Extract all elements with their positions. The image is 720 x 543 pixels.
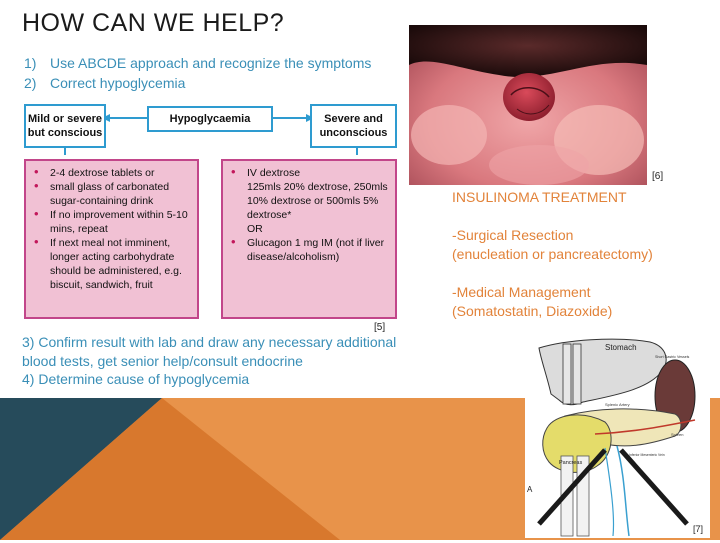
- step-text: Use ABCDE approach and recognize the symptoms: [50, 55, 372, 71]
- citation-5: [5]: [374, 322, 386, 333]
- step-item: 4) Determine cause of hypoglycemia: [22, 371, 250, 387]
- list-item: • IV dextrose: [231, 164, 301, 179]
- item-text: Glucagon 1 mg IM (not if liver disease/alcoholism): [247, 237, 385, 263]
- item-text: small glass of carbonated sugar-containing drink: [50, 181, 170, 207]
- splenic-artery-label: Splenic Artery: [605, 402, 630, 407]
- citation-6: [6]: [652, 171, 664, 182]
- list-item: • If next meal not imminent, longer acting carbohydrate should be administered, e.g. biscuit, sandwich, fruit: [34, 234, 182, 291]
- item-text: 2-4 dextrose tablets or: [50, 167, 155, 179]
- treatment-heading: INSULINOMA TREATMENT: [452, 189, 627, 205]
- step-item: [24, 53, 371, 73]
- pink-box-unconscious-treatment: [221, 159, 397, 319]
- item-text: IV dextrose: [247, 167, 301, 179]
- flow-box-severe: Severe and unconscious: [310, 104, 397, 148]
- list-item: • Glucagon 1 mg IM (not if liver disease/alcoholism): [231, 234, 385, 263]
- spleen-label: Spleen: [671, 432, 684, 437]
- anatomy-illustration: [525, 336, 710, 538]
- insulinoma-treatment: [452, 188, 653, 321]
- flow-box-hypoglycaemia: Hypoglycaemia: [147, 106, 273, 132]
- step-item: [24, 73, 371, 93]
- list-item: • If no improvement within 5-10 mins, repeat: [34, 206, 188, 235]
- page-title: HOW CAN WE HELP?: [22, 9, 285, 37]
- surgical-instrument-right: [621, 450, 687, 524]
- flow-box-mild: Mild or severe but conscious: [24, 104, 106, 148]
- or-label: OR: [247, 223, 263, 235]
- treatment-surgical-detail: (enucleation or pancreatectomy): [452, 246, 653, 262]
- item-text: If no improvement within 5-10 mins, repeat: [50, 209, 188, 235]
- stomach-label: Stomach: [605, 343, 637, 352]
- label-a: A: [527, 485, 533, 494]
- steps-list-bottom: [22, 333, 412, 389]
- treatment-medical: -Medical Management: [452, 284, 591, 300]
- dextrose-options: 125mls 20% dextrose, 250mls 10% dextrose or 500mls 5% dextrose*: [247, 181, 388, 221]
- imv-label: Inferior Mesenteric Vein: [629, 453, 665, 457]
- citation-7: [7]: [693, 524, 704, 534]
- step-number: 1): [24, 55, 37, 71]
- steps-list-top: [24, 53, 371, 93]
- step-number: 2): [24, 75, 37, 91]
- treatment-medical-detail: (Somatostatin, Diazoxide): [452, 303, 613, 319]
- step-text: Correct hypoglycemia: [50, 75, 186, 91]
- short-gastric-label: Short Gastric Vessels: [655, 355, 690, 359]
- hypoglycaemia-flowchart: [24, 103, 397, 335]
- step-item: 3) Confirm result with lab and draw any necessary additional blood tests, get senior help/consult endocrine: [22, 334, 397, 369]
- pancreas-anatomy-diagram: [525, 336, 710, 538]
- treatment-surgical: -Surgical Resection: [452, 227, 574, 243]
- list-item: • 2-4 dextrose tablets or: [34, 164, 155, 179]
- list-item: • small glass of carbonated sugar-containing drink: [34, 178, 170, 207]
- insulinoma-surgical-photo: [409, 25, 647, 185]
- stomach-shape: [539, 339, 666, 405]
- pink-box-conscious-treatment: [24, 159, 199, 319]
- item-text: If next meal not imminent, longer acting carbohydrate should be administered, e.g. biscuit, sandwich, fruit: [50, 237, 182, 291]
- pancreas-label: Pancreas: [559, 460, 583, 466]
